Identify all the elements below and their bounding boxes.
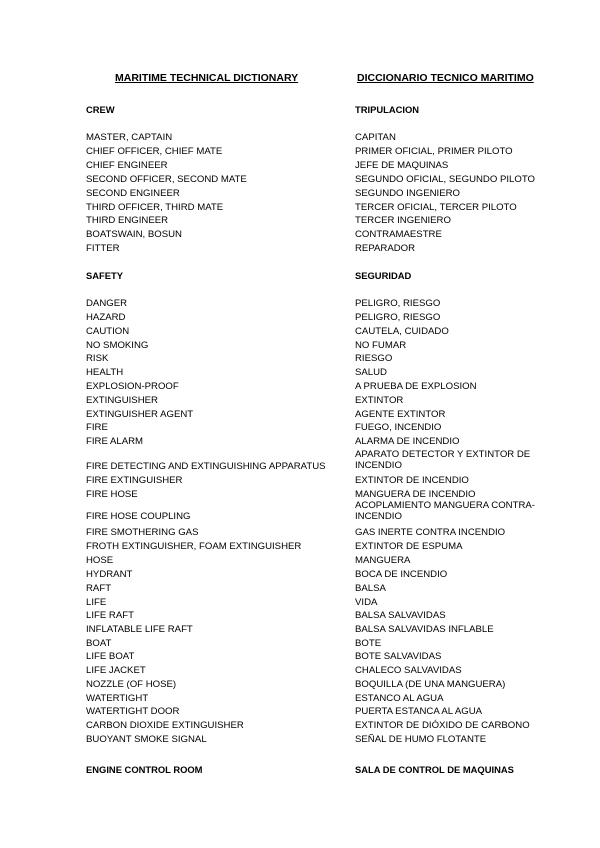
title-english: MARITIME TECHNICAL DICTIONARY	[115, 72, 299, 84]
term-es: AGENTE EXTINTOR	[355, 409, 446, 420]
title-spanish: DICCIONARIO TECNICO MARITIMO	[357, 72, 534, 84]
term-en: BUOYANT SMOKE SIGNAL	[86, 734, 207, 745]
section-heading-en: ENGINE CONTROL ROOM	[86, 764, 203, 775]
term-es: SEGUNDO INGENIERO	[355, 188, 461, 199]
term-en: CAUTION	[86, 326, 130, 337]
term-en: LIFE RAFT	[86, 610, 134, 621]
section-heading-en: SAFETY	[86, 270, 123, 281]
term-en: BOATSWAIN, BOSUN	[86, 229, 182, 240]
term-en: HAZARD	[86, 312, 126, 323]
term-en: BOAT	[86, 638, 112, 649]
term-en: FIRE ALARM	[86, 436, 144, 447]
term-es: PUERTA ESTANCA AL AGUA	[355, 706, 483, 717]
term-en: LIFE	[86, 597, 107, 608]
term-es: SEÑAL DE HUMO FLOTANTE	[355, 734, 487, 745]
term-es: EXTINTOR DE DIÓXIDO DE CARBONO	[355, 720, 530, 731]
term-es: PELIGRO, RIESGO	[355, 312, 441, 323]
term-es: FUEGO, INCENDIO	[355, 422, 442, 433]
term-es: RIESGO	[355, 353, 393, 364]
term-en: FITTER	[86, 243, 120, 254]
section-heading-en: CREW	[86, 104, 115, 115]
term-es: VIDA	[355, 597, 378, 608]
term-en: CHIEF ENGINEER	[86, 160, 168, 171]
term-en: FIRE EXTINGUISHER	[86, 475, 183, 486]
term-es: BALSA SALVAVIDAS	[355, 610, 446, 621]
term-es: TERCER INGENIERO	[355, 215, 451, 226]
term-es: BOQUILLA (DE UNA MANGUERA)	[355, 679, 506, 690]
term-es: CHALECO SALVAVIDAS	[355, 665, 462, 676]
term-en: DANGER	[86, 298, 128, 309]
term-en: FIRE SMOTHERING GAS	[86, 527, 199, 538]
term-es: MANGUERA	[355, 555, 411, 566]
term-en: NO SMOKING	[86, 340, 149, 351]
term-en: EXTINGUISHER AGENT	[86, 409, 194, 420]
term-en: FIRE DETECTING AND EXTINGUISHING APPARATUS	[86, 461, 326, 472]
term-es: MANGUERA DE INCENDIO	[355, 489, 476, 500]
term-en: NOZZLE (OF HOSE)	[86, 679, 177, 690]
section-heading-es: SEGURIDAD	[355, 270, 412, 281]
term-es: CAUTELA, CUIDADO	[355, 326, 449, 337]
term-es: BOTE SALVAVIDAS	[355, 651, 442, 662]
term-es: SEGUNDO OFICIAL, SEGUNDO PILOTO	[355, 174, 536, 185]
term-en: FIRE HOSE COUPLING	[86, 511, 191, 522]
term-en: WATERTIGHT	[86, 693, 149, 704]
term-en: WATERTIGHT DOOR	[86, 706, 180, 717]
term-es: CONTRAMAESTRE	[355, 229, 442, 240]
term-es: BALSA SALVAVIDAS INFLABLE	[355, 624, 494, 635]
term-es: REPARADOR	[355, 243, 416, 254]
term-en: CARBON DIOXIDE EXTINGUISHER	[86, 720, 244, 731]
term-en: THIRD OFFICER, THIRD MATE	[86, 202, 224, 213]
term-en: HYDRANT	[86, 569, 133, 580]
term-en: THIRD ENGINEER	[86, 215, 169, 226]
term-en: LIFE BOAT	[86, 651, 135, 662]
term-es: ALARMA DE INCENDIO	[355, 436, 460, 447]
term-en: FIRE HOSE	[86, 489, 138, 500]
term-en: HOSE	[86, 555, 114, 566]
term-en: LIFE JACKET	[86, 665, 146, 676]
term-es: A PRUEBA DE EXPLOSION	[355, 381, 477, 392]
term-en: MASTER, CAPTAIN	[86, 132, 173, 143]
term-es: GAS INERTE CONTRA INCENDIO	[355, 527, 506, 538]
term-es: PELIGRO, RIESGO	[355, 298, 441, 309]
section-heading-es: SALA DE CONTROL DE MAQUINAS	[355, 764, 514, 775]
term-es: SALUD	[355, 367, 387, 378]
term-en: SECOND ENGINEER	[86, 188, 180, 199]
term-en: RAFT	[86, 583, 112, 594]
term-es: BOTE	[355, 638, 382, 649]
term-es: TERCER OFICIAL, TERCER PILOTO	[355, 202, 517, 213]
term-en: RISK	[86, 353, 109, 364]
term-es: ESTANCO AL AGUA	[355, 693, 444, 704]
term-en: HEALTH	[86, 367, 124, 378]
term-en: EXPLOSION-PROOF	[86, 381, 179, 392]
term-es: EXTINTOR	[355, 395, 404, 406]
section-heading-es: TRIPULACION	[355, 104, 420, 115]
term-es: BOCA DE INCENDIO	[355, 569, 448, 580]
term-es: BALSA	[355, 583, 386, 594]
term-es: ACOPLAMIENTO MANGUERA CONTRA-INCENDIO	[355, 500, 535, 522]
term-es: JEFE DE MAQUINAS	[355, 160, 449, 171]
term-en: SECOND OFFICER, SECOND MATE	[86, 174, 247, 185]
term-es: NO FUMAR	[355, 340, 407, 351]
term-en: EXTINGUISHER	[86, 395, 158, 406]
term-en: INFLATABLE LIFE RAFT	[86, 624, 193, 635]
term-en: FROTH EXTINGUISHER, FOAM EXTINGUISHER	[86, 541, 302, 552]
term-es: PRIMER OFICIAL, PRIMER PILOTO	[355, 146, 513, 157]
term-es: EXTINTOR DE ESPUMA	[355, 541, 463, 552]
term-es: APARATO DETECTOR Y EXTINTOR DE INCENDIO	[355, 449, 531, 471]
term-en: FIRE	[86, 422, 108, 433]
term-es: EXTINTOR DE INCENDIO	[355, 475, 469, 486]
term-es: CAPITAN	[355, 132, 396, 143]
term-en: CHIEF OFFICER, CHIEF MATE	[86, 146, 223, 157]
